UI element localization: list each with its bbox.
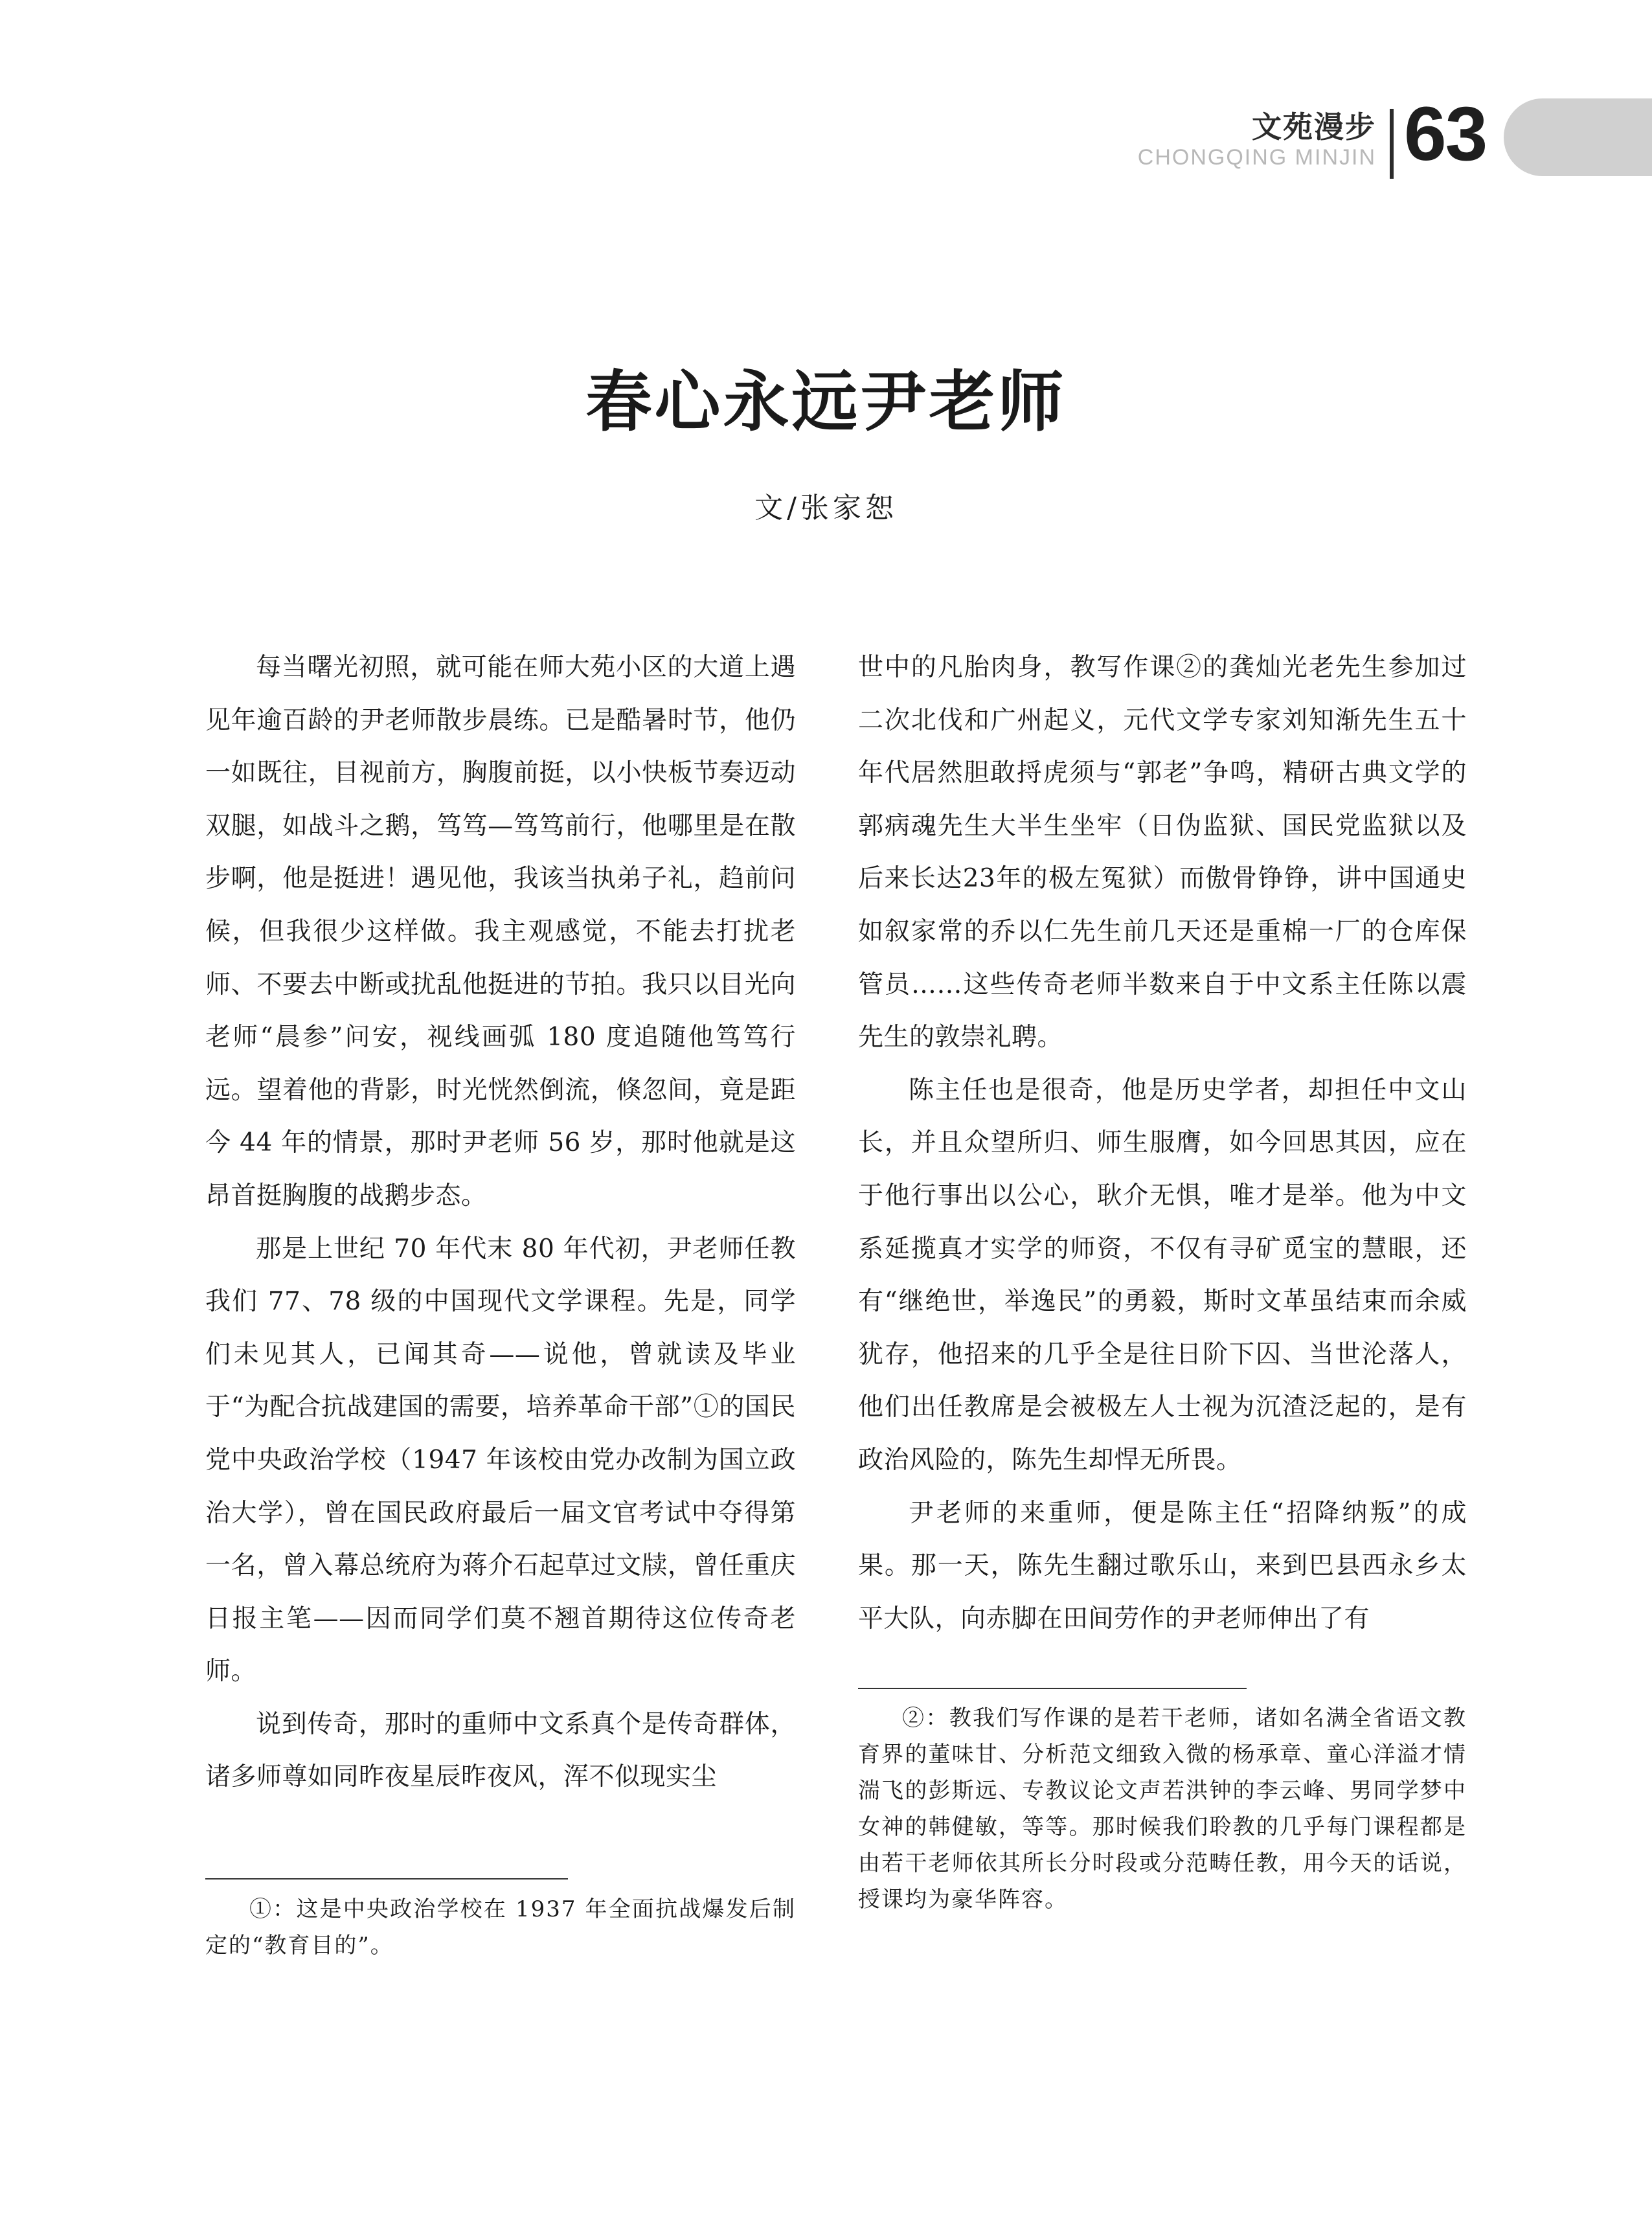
footnote-rule [205,1878,568,1880]
header-divider [1390,109,1394,179]
paragraph: 每当曙光初照，就可能在师大苑小区的大道上遇见年逾百龄的尹老师散步晨练。已是酷暑时节，他仍一如既往，目视前方，胸腹前挺，以小快板节奏迈动双腿，如战斗之鹅，笃笃—笃笃前行，他哪里是在散步啊，他是挺进！遇见他，我该当执弟子礼，趋前问候，但我很少这样做。我主观感觉，不能去打扰老师、不要去中断或扰乱他挺进的节拍。我只以目光向老师“晨参”问安，视线画弧 180 度追随他笃笃行远。望着他的背影，时光恍然倒流，倏忽间，竟是距今 44 年的情景，那时尹老师 56 岁，那时他就是这昂首挺胸腹的战鹅步态。 [205,653,796,1210]
left-column [205,641,796,1804]
page-number: 63 [1404,91,1487,177]
byline: 文/张家恕 [754,492,898,525]
paragraph: 那是上世纪 70 年代末 80 年代初，尹老师任教我们 77、78 级的中国现代文学课程。先是，同学们未见其人，已闻其奇——说他，曾就读及毕业于“为配合抗战建国的需要，培养革命干部”①的国民党中央政治学校（1947 年该校由党办改制为国立政治大学），曾在国民政府最后一届文官考试中夺得第一名，曾入幕总统府为蒋介石起草过文牍，曾任重庆日报主笔——因而同学们莫不翘首期待这位传奇老师。 [205,1234,796,1687]
paragraph: 陈主任也是很奇，他是历史学者，却担任中文山长，并且众望所归、师生服膺，如今回思其因，应在于他行事出以公心，耿介无惧，唯才是举。他为中文系延揽真才实学的师资，不仅有寻矿觅宝的慧眼，还有“继绝世，举逸民”的勇毅，斯时文革虽结束而余威犹存，他招来的几乎全是往日阶下囚、当世沦落人，他们出任教席是会被极左人士视为沉渣泛起的，是有政治风险的，陈先生却悍无所畏。 [858,1075,1467,1475]
footnote-2: ②：教我们写作课的是若干老师，诸如名满全省语文教育界的董味甘、分析范文细致入微的杨承章、童心洋溢才情湍飞的彭斯远、专教议论文声若洪钟的李云峰、男同学梦中女神的韩健敏，等等。那时候我们聆教的几乎每门课程都是由若干老师依其所长分时段或分范畴任教，用今天的话说，授课均为豪华阵容。 [858,1705,1467,1913]
paragraph: 世中的凡胎肉身，教写作课②的龚灿光老先生参加过二次北伐和广州起义，元代文学专家刘知渐先生五十年代居然胆敢捋虎须与“郭老”争鸣，精研古典文学的郭病魂先生大半生坐牢（日伪监狱、国民党监狱以及后来长达23年的极左冤狱）而傲骨铮铮，讲中国通史如叙家常的乔以仁先生前几天还是重棉一厂的仓库保管员……这些传奇老师半数来自于中文系主任陈以震先生的敦崇礼聘。 [858,653,1467,1052]
footnote-1: ①：这是中央政治学校在 1937 年全面抗战爆发后制定的“教育目的”。 [205,1896,796,1959]
article-title: 春心永远尹老师 [585,364,1067,441]
paragraph: 说到传奇，那时的重师中文系真个是传奇群体，诸多师尊如同昨夜星辰昨夜风，浑不似现实尘 [205,1709,796,1792]
footnote-rule [858,1688,1247,1689]
page-corner-tab [1504,98,1652,176]
paragraph: 尹老师的来重师，便是陈主任“招降纳叛”的成果。那一天，陈先生翻过歌乐山，来到巴县西永乡太平大队，向赤脚在田间劳作的尹老师伸出了有 [858,1498,1467,1633]
section-subtitle: CHONGQING MINJIN [1137,145,1376,170]
right-column [858,641,1467,1645]
section-title: 文苑漫步 [1252,109,1376,144]
